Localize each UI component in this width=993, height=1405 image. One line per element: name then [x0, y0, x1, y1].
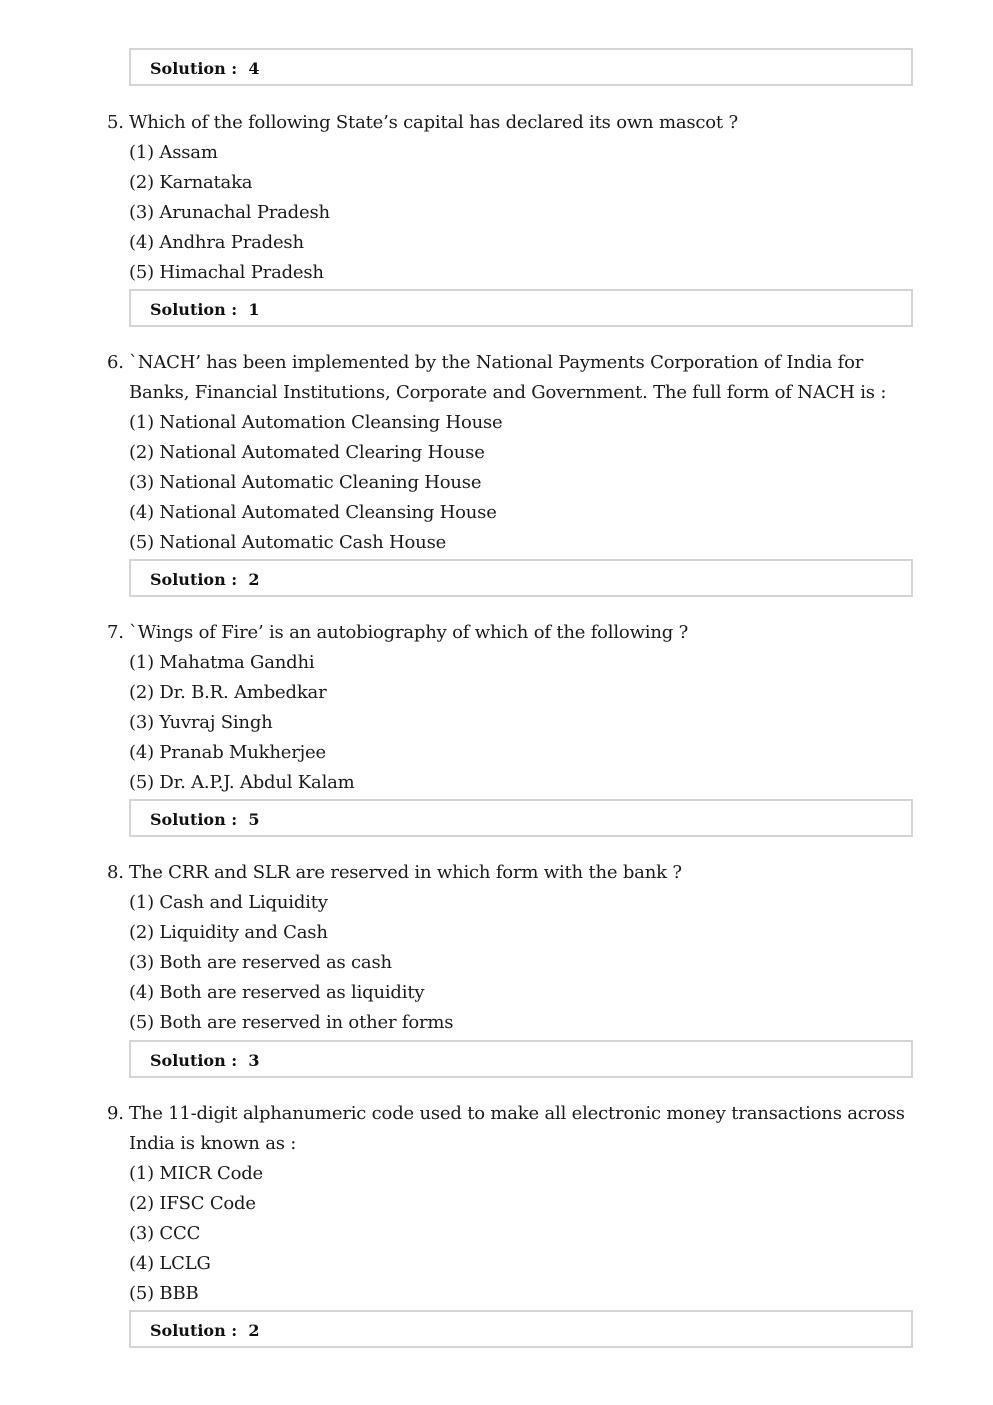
option: (5) Himachal Pradesh: [129, 262, 324, 283]
question-number: 6.: [107, 352, 124, 373]
solution-text: [150, 300, 259, 319]
option: (3) Both are reserved as cash: [129, 952, 392, 973]
question-text-continued: Banks, Financial Institutions, Corporate and Government. The full form of NACH is :: [129, 382, 887, 403]
option: (3) National Automatic Cleaning House: [129, 472, 482, 493]
option: (2) IFSC Code: [129, 1193, 256, 1214]
option: (2) National Automated Clearing House: [129, 442, 485, 463]
solution-value: 5: [248, 810, 260, 829]
solution-box: [129, 799, 913, 837]
question-text-continued: India is known as :: [129, 1133, 297, 1154]
question-text: `NACH’ has been implemented by the National Payments Corporation of India for: [129, 352, 864, 373]
option: (4) National Automated Cleansing House: [129, 502, 497, 523]
solution-text: [150, 1051, 259, 1070]
solution-value: 2: [248, 1321, 260, 1340]
option: (4) Pranab Mukherjee: [129, 742, 326, 763]
solution-value: 4: [248, 59, 260, 78]
solution-box: [129, 1310, 913, 1348]
question-5: [107, 108, 738, 288]
question-number: 9.: [107, 1103, 124, 1124]
option: (2) Liquidity and Cash: [129, 922, 328, 943]
option: (1) National Automation Cleansing House: [129, 412, 503, 433]
question-number: 7.: [107, 622, 124, 643]
option: (1) Mahatma Gandhi: [129, 652, 315, 673]
option: (2) Dr. B.R. Ambedkar: [129, 682, 327, 703]
question-6: [107, 348, 886, 558]
solution-label: Solution :: [150, 1051, 238, 1070]
option: (1) Assam: [129, 142, 218, 163]
solution-box: [129, 289, 913, 327]
question-9: [107, 1099, 905, 1309]
question-number: 8.: [107, 862, 124, 883]
question-text: `Wings of Fire’ is an autobiography of which of the following ?: [129, 622, 689, 643]
solution-value: 2: [248, 570, 260, 589]
option: (3) Yuvraj Singh: [129, 712, 273, 733]
solution-box: [129, 1040, 913, 1078]
question-number: 5.: [107, 112, 124, 133]
solution-label: Solution :: [150, 59, 238, 78]
solution-label: Solution :: [150, 1321, 238, 1340]
option: (5) National Automatic Cash House: [129, 532, 447, 553]
option: (2) Karnataka: [129, 172, 253, 193]
question-text: The 11-digit alphanumeric code used to make all electronic money transactions across: [129, 1103, 905, 1124]
solution-text: [150, 1321, 259, 1340]
solution-box: [129, 559, 913, 597]
solution-box: [129, 48, 913, 86]
option: (3) Arunachal Pradesh: [129, 202, 330, 223]
solution-text: [150, 570, 259, 589]
solution-text: [150, 810, 259, 829]
solution-value: 3: [248, 1051, 260, 1070]
question-7: [107, 618, 688, 798]
option: (1) MICR Code: [129, 1163, 263, 1184]
question-text: The CRR and SLR are reserved in which form with the bank ?: [129, 862, 682, 883]
option: (4) Both are reserved as liquidity: [129, 982, 425, 1003]
solution-label: Solution :: [150, 300, 238, 319]
option: (5) Both are reserved in other forms: [129, 1012, 454, 1033]
option: (4) Andhra Pradesh: [129, 232, 304, 253]
solution-label: Solution :: [150, 810, 238, 829]
solution-label: Solution :: [150, 570, 238, 589]
option: (5) BBB: [129, 1283, 199, 1304]
solution-value: 1: [248, 300, 260, 319]
option: (4) LCLG: [129, 1253, 211, 1274]
option: (3) CCC: [129, 1223, 201, 1244]
solution-text: [150, 59, 259, 78]
option: (5) Dr. A.P.J. Abdul Kalam: [129, 772, 355, 793]
question-8: [107, 858, 682, 1038]
option: (1) Cash and Liquidity: [129, 892, 328, 913]
question-text: Which of the following State’s capital has declared its own mascot ?: [129, 112, 738, 133]
